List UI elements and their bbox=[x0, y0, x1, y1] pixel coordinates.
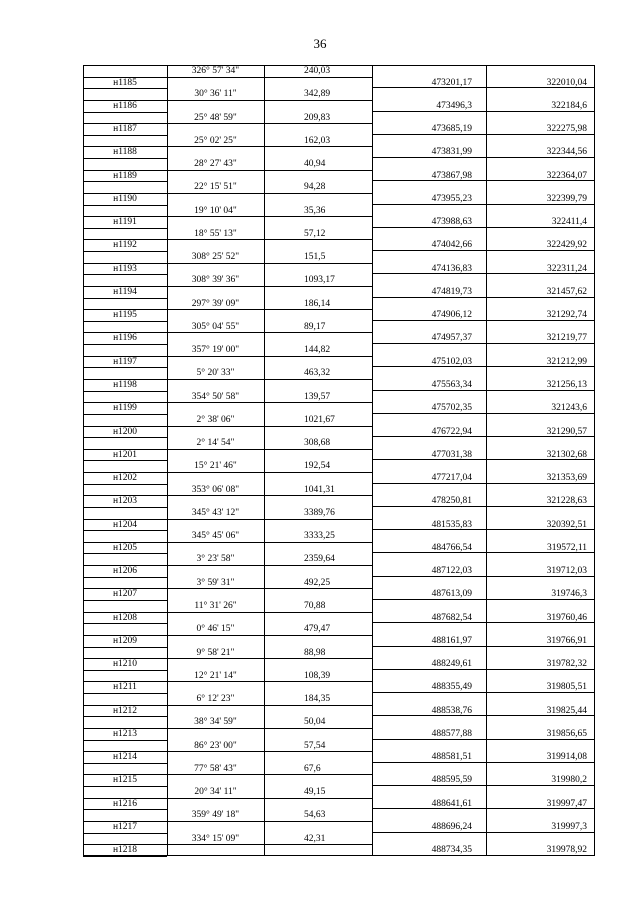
point-name: н1211 bbox=[113, 682, 137, 692]
table-hline bbox=[167, 402, 264, 403]
coordinate-x: 487682,54 bbox=[431, 613, 472, 623]
coordinate-x: 488161,97 bbox=[431, 636, 472, 646]
coordinate-x: 477031,38 bbox=[431, 450, 472, 460]
coordinate-y: 319856,65 bbox=[546, 729, 587, 739]
table-hline bbox=[264, 77, 372, 78]
point-name: н1192 bbox=[113, 240, 137, 250]
table-hline bbox=[167, 658, 264, 659]
table-hline bbox=[167, 798, 264, 799]
segment-angle: 305° 04' 55" bbox=[191, 322, 240, 332]
point-name: н1218 bbox=[112, 845, 138, 855]
table-hline bbox=[264, 379, 372, 380]
table-hline bbox=[264, 519, 372, 520]
table-hline bbox=[83, 344, 167, 345]
coordinate-y: 322010,04 bbox=[546, 78, 587, 88]
segment-angle: 25° 02' 25" bbox=[194, 136, 237, 146]
coordinate-y: 321212,99 bbox=[546, 357, 587, 367]
segment-distance: 3333,25 bbox=[304, 531, 335, 541]
segment-distance: 108,39 bbox=[304, 671, 331, 681]
segment-distance: 89,17 bbox=[304, 322, 326, 332]
table-hline bbox=[167, 681, 264, 682]
table-hline bbox=[264, 332, 372, 333]
segment-distance: 184,35 bbox=[304, 694, 331, 704]
coordinate-x: 488577,88 bbox=[431, 729, 472, 739]
point-name: н1202 bbox=[112, 473, 138, 483]
segment-angle: 354° 50' 58" bbox=[191, 392, 240, 402]
table-hline bbox=[264, 588, 372, 589]
table-hline bbox=[167, 705, 264, 706]
segment-distance: 1093,17 bbox=[304, 275, 335, 285]
segment-distance: 342,89 bbox=[304, 89, 331, 99]
table-hline bbox=[83, 414, 167, 415]
segment-distance: 186,14 bbox=[304, 299, 331, 309]
segment-distance: 2359,64 bbox=[304, 554, 335, 564]
coordinate-x: 474042,66 bbox=[431, 240, 472, 250]
table-hline bbox=[83, 763, 167, 764]
coordinate-y: 319978,92 bbox=[546, 845, 587, 855]
table-hline bbox=[167, 239, 264, 240]
table-hline bbox=[167, 263, 264, 264]
table-hline bbox=[167, 519, 264, 520]
segment-angle: 3° 59' 31" bbox=[196, 578, 235, 588]
coordinate-x: 477217,04 bbox=[431, 473, 472, 483]
table-hline bbox=[264, 774, 372, 775]
point-name: н1188 bbox=[113, 147, 137, 157]
coordinate-x: 473867,98 bbox=[431, 171, 472, 181]
table-hline bbox=[264, 356, 372, 357]
table-hline bbox=[264, 565, 372, 566]
coordinate-y: 319980,2 bbox=[551, 775, 587, 785]
table-hline bbox=[83, 112, 167, 113]
segment-angle: 38° 34' 59" bbox=[194, 717, 237, 727]
segment-angle: 2° 14' 54" bbox=[196, 438, 235, 448]
segment-distance: 139,57 bbox=[304, 392, 331, 402]
point-name: н1201 bbox=[112, 450, 138, 460]
coordinate-y: 319805,51 bbox=[546, 682, 587, 692]
coordinate-x: 474906,12 bbox=[431, 310, 472, 320]
segment-angle: 5° 20' 33" bbox=[196, 368, 235, 378]
table-hline bbox=[167, 170, 264, 171]
point-name: н1194 bbox=[113, 287, 137, 297]
coordinate-y: 321457,62 bbox=[546, 287, 587, 297]
coordinate-y: 319914,08 bbox=[546, 752, 587, 762]
segment-angle: 18° 55' 13" bbox=[194, 229, 237, 239]
coordinate-x: 481535,83 bbox=[431, 520, 472, 530]
coordinate-y: 321353,69 bbox=[546, 473, 587, 483]
segment-distance: 57,12 bbox=[304, 229, 326, 239]
table-hline bbox=[264, 123, 372, 124]
segment-distance: 463,32 bbox=[304, 368, 331, 378]
coordinate-x: 488595,59 bbox=[431, 775, 472, 785]
table-hline bbox=[167, 472, 264, 473]
point-name: н1203 bbox=[112, 496, 138, 506]
point-name: н1209 bbox=[112, 636, 138, 646]
segment-angle: 22° 15' 51" bbox=[194, 182, 237, 192]
point-name: н1205 bbox=[112, 543, 138, 553]
coordinate-y: 319997,3 bbox=[551, 822, 587, 832]
segment-angle: 77° 58' 43" bbox=[194, 764, 237, 774]
table-hline bbox=[83, 228, 167, 229]
table-hline bbox=[264, 146, 372, 147]
table-hline bbox=[167, 123, 264, 124]
point-name: н1190 bbox=[113, 194, 137, 204]
table-hline bbox=[167, 426, 264, 427]
table-hline bbox=[167, 588, 264, 589]
point-name: н1186 bbox=[113, 101, 137, 111]
table-hline bbox=[264, 751, 372, 752]
table-hline bbox=[83, 135, 167, 136]
segment-distance: 88,98 bbox=[304, 648, 326, 658]
table-hline bbox=[167, 728, 264, 729]
table-hline bbox=[83, 158, 167, 159]
table-hline bbox=[264, 705, 372, 706]
table-hline bbox=[83, 600, 167, 601]
table-hline bbox=[372, 65, 595, 66]
coordinate-x: 488641,61 bbox=[431, 799, 472, 809]
point-name: н1189 bbox=[113, 171, 137, 181]
coordinate-x: 475563,34 bbox=[431, 380, 472, 390]
coordinate-y: 319760,46 bbox=[546, 613, 587, 623]
coordinate-x: 487122,03 bbox=[431, 566, 472, 576]
table-hline bbox=[264, 170, 372, 171]
segment-angle: 11° 31' 26" bbox=[194, 601, 237, 611]
point-name: н1210 bbox=[112, 659, 138, 669]
point-name: н1191 bbox=[113, 217, 137, 227]
table-hline bbox=[167, 216, 264, 217]
segment-distance: 3389,76 bbox=[304, 508, 335, 518]
table-hline bbox=[167, 379, 264, 380]
table-hline bbox=[264, 402, 372, 403]
point-name: н1212 bbox=[112, 706, 138, 716]
segment-distance: 144,82 bbox=[304, 345, 331, 355]
point-name: н1204 bbox=[112, 520, 138, 530]
table-hline bbox=[83, 855, 595, 856]
table-hline bbox=[83, 833, 167, 834]
coordinate-y: 322364,07 bbox=[546, 171, 587, 181]
segment-distance: 42,31 bbox=[304, 834, 326, 844]
coordinate-x: 488696,24 bbox=[431, 822, 472, 832]
table-hline bbox=[83, 577, 167, 578]
segment-distance: 308,68 bbox=[304, 438, 331, 448]
table-hline bbox=[167, 821, 264, 822]
table-hline bbox=[83, 251, 167, 252]
coordinate-x: 474957,37 bbox=[431, 333, 472, 343]
table-hline bbox=[167, 356, 264, 357]
table-hline bbox=[264, 542, 372, 543]
coordinate-y: 321290,57 bbox=[546, 427, 587, 437]
segment-angle: 86° 23' 00" bbox=[194, 741, 237, 751]
table-hline bbox=[167, 77, 264, 78]
point-name: н1200 bbox=[112, 427, 138, 437]
coordinate-y: 319766,91 bbox=[546, 636, 587, 646]
table-hline bbox=[83, 391, 167, 392]
segment-distance: 151,5 bbox=[304, 252, 326, 262]
segment-distance: 479,47 bbox=[304, 624, 331, 634]
table-hline bbox=[83, 647, 167, 648]
segment-angle: 308° 25' 52" bbox=[191, 252, 240, 262]
point-name: н1197 bbox=[113, 357, 137, 367]
coordinate-y: 321256,13 bbox=[546, 380, 587, 390]
coordinate-x: 475702,35 bbox=[431, 403, 472, 413]
coordinate-y: 322429,92 bbox=[546, 240, 587, 250]
table-hline bbox=[264, 426, 372, 427]
table-hline bbox=[83, 298, 167, 299]
point-name: н1187 bbox=[113, 124, 137, 134]
coordinate-x: 487613,09 bbox=[431, 589, 472, 599]
segment-angle: 9° 58' 21" bbox=[196, 648, 235, 658]
coordinate-y: 321243,6 bbox=[551, 403, 587, 413]
coordinate-y: 319572,11 bbox=[546, 543, 587, 553]
table-hline bbox=[264, 216, 372, 217]
coordinate-x: 474819,73 bbox=[431, 287, 472, 297]
segment-angle: 345° 43' 12" bbox=[191, 508, 240, 518]
table-hline bbox=[83, 670, 167, 671]
coordinate-x: 488734,35 bbox=[431, 845, 472, 855]
coordinate-y: 322344,56 bbox=[546, 147, 587, 157]
coordinate-x: 473685,19 bbox=[431, 124, 472, 134]
coordinate-x: 488581,51 bbox=[431, 752, 472, 762]
segment-distance: 240,03 bbox=[304, 66, 331, 76]
point-name: н1207 bbox=[112, 589, 138, 599]
table-hline bbox=[264, 449, 372, 450]
segment-distance: 1021,67 bbox=[304, 415, 335, 425]
segment-distance: 49,15 bbox=[304, 787, 326, 797]
table-hline bbox=[167, 751, 264, 752]
coordinate-y: 321302,68 bbox=[546, 450, 587, 460]
coordinate-y: 322411,4 bbox=[551, 217, 587, 227]
segment-distance: 67,6 bbox=[304, 764, 321, 774]
point-name: н1208 bbox=[112, 613, 138, 623]
table-hline bbox=[264, 100, 372, 101]
table-hline bbox=[264, 798, 372, 799]
segment-distance: 50,04 bbox=[304, 717, 326, 727]
coordinate-x: 473831,99 bbox=[431, 147, 472, 157]
table-hline bbox=[83, 205, 167, 206]
table-hline bbox=[264, 286, 372, 287]
coordinate-y: 319746,3 bbox=[551, 589, 587, 599]
coordinate-x: 473955,23 bbox=[431, 194, 472, 204]
table-hline bbox=[264, 309, 372, 310]
segment-angle: 0° 46' 15" bbox=[196, 624, 235, 634]
coordinate-x: 473988,63 bbox=[431, 217, 472, 227]
table-hline bbox=[83, 507, 167, 508]
table-hline bbox=[167, 844, 264, 845]
coordinate-y: 322184,6 bbox=[551, 101, 587, 111]
coordinate-y: 321219,77 bbox=[546, 333, 587, 343]
segment-distance: 70,88 bbox=[304, 601, 326, 611]
point-name: н1215 bbox=[112, 775, 138, 785]
coordinate-y: 319997,47 bbox=[546, 799, 587, 809]
table-hline bbox=[83, 786, 167, 787]
segment-angle: 357° 19' 00" bbox=[191, 345, 240, 355]
coordinate-x: 474136,83 bbox=[431, 264, 472, 274]
point-name: н1198 bbox=[113, 380, 137, 390]
point-name: н1199 bbox=[113, 403, 137, 413]
coordinate-x: 473201,17 bbox=[431, 78, 472, 88]
table-hline bbox=[167, 612, 264, 613]
table-hline bbox=[264, 844, 372, 845]
coordinate-y: 322399,79 bbox=[546, 194, 587, 204]
coordinate-y: 322275,98 bbox=[546, 124, 587, 134]
table-hline bbox=[83, 740, 167, 741]
table-hline bbox=[264, 658, 372, 659]
table-hline bbox=[167, 635, 264, 636]
segment-angle: 12° 21' 14" bbox=[194, 671, 237, 681]
point-name: н1195 bbox=[113, 310, 137, 320]
segment-angle: 2° 38' 06" bbox=[196, 415, 235, 425]
coordinate-x: 488355,49 bbox=[431, 682, 472, 692]
segment-distance: 40,94 bbox=[304, 159, 326, 169]
segment-distance: 192,54 bbox=[304, 461, 331, 471]
table-hline bbox=[167, 193, 264, 194]
table-hline bbox=[167, 449, 264, 450]
segment-angle: 19° 10' 04" bbox=[194, 206, 237, 216]
table-hline bbox=[167, 146, 264, 147]
coordinate-x: 476722,94 bbox=[431, 427, 472, 437]
coordinates-table bbox=[83, 65, 595, 856]
table-hline bbox=[167, 565, 264, 566]
segment-angle: 297° 39' 09" bbox=[191, 299, 240, 309]
coordinate-y: 319782,32 bbox=[546, 659, 587, 669]
table-hline bbox=[264, 821, 372, 822]
segment-distance: 209,83 bbox=[304, 113, 331, 123]
coordinate-x: 478250,81 bbox=[431, 496, 472, 506]
table-hline bbox=[264, 239, 372, 240]
page-number: 36 bbox=[313, 36, 327, 51]
segment-distance: 492,25 bbox=[304, 578, 331, 588]
table-hline bbox=[83, 484, 167, 485]
segment-angle: 326° 57' 34" bbox=[191, 66, 240, 76]
segment-angle: 25° 48' 59" bbox=[194, 113, 237, 123]
table-hline bbox=[264, 728, 372, 729]
segment-angle: 30° 36' 11" bbox=[194, 89, 237, 99]
segment-angle: 345° 45' 06" bbox=[191, 531, 240, 541]
point-name: н1216 bbox=[112, 799, 138, 809]
table-hline bbox=[167, 332, 264, 333]
segment-angle: 3° 23' 58" bbox=[196, 554, 235, 564]
segment-distance: 94,28 bbox=[304, 182, 326, 192]
segment-angle: 28° 27' 43" bbox=[194, 159, 237, 169]
table-hline bbox=[167, 286, 264, 287]
segment-angle: 308° 39' 36" bbox=[191, 275, 240, 285]
table-hline bbox=[83, 321, 167, 322]
table-hline bbox=[167, 100, 264, 101]
coordinate-y: 319712,03 bbox=[546, 566, 587, 576]
table-hline bbox=[264, 495, 372, 496]
table-hline bbox=[167, 495, 264, 496]
table-hline bbox=[83, 856, 167, 857]
coordinate-y: 319825,44 bbox=[546, 706, 587, 716]
coordinate-x: 475102,03 bbox=[431, 357, 472, 367]
coordinate-x: 484766,54 bbox=[431, 543, 472, 553]
segment-distance: 1041,31 bbox=[304, 485, 335, 495]
coordinate-y: 321292,74 bbox=[546, 310, 587, 320]
coordinate-x: 488249,61 bbox=[431, 659, 472, 669]
point-name: н1196 bbox=[113, 333, 137, 343]
table-hline bbox=[264, 635, 372, 636]
table-hline bbox=[264, 612, 372, 613]
point-name: н1193 bbox=[113, 264, 137, 274]
segment-distance: 162,03 bbox=[304, 136, 331, 146]
segment-angle: 334° 15' 09" bbox=[191, 834, 240, 844]
point-name: н1206 bbox=[112, 566, 138, 576]
point-name: н1214 bbox=[112, 752, 138, 762]
segment-distance: 54,63 bbox=[304, 810, 326, 820]
segment-distance: 35,36 bbox=[304, 206, 326, 216]
table-hline bbox=[167, 542, 264, 543]
point-name: н1185 bbox=[113, 78, 137, 88]
coordinate-x: 473496,3 bbox=[436, 101, 472, 111]
segment-angle: 20° 34' 11" bbox=[194, 787, 237, 797]
coordinate-y: 321228,63 bbox=[546, 496, 587, 506]
segment-angle: 15° 21' 46" bbox=[194, 461, 237, 471]
segment-angle: 353° 06' 08" bbox=[191, 485, 240, 495]
point-name: н1213 bbox=[112, 729, 138, 739]
table-hline bbox=[264, 193, 372, 194]
point-name: н1217 bbox=[112, 822, 138, 832]
coordinate-y: 320392,51 bbox=[546, 520, 587, 530]
table-hline bbox=[264, 681, 372, 682]
table-hline bbox=[167, 309, 264, 310]
table-hline bbox=[83, 693, 167, 694]
table-hline bbox=[264, 263, 372, 264]
table-hline bbox=[167, 774, 264, 775]
coordinate-y: 322311,24 bbox=[546, 264, 587, 274]
coordinate-x: 488538,76 bbox=[431, 706, 472, 716]
table-hline bbox=[264, 472, 372, 473]
segment-distance: 57,54 bbox=[304, 741, 326, 751]
segment-angle: 359° 49' 18" bbox=[191, 810, 240, 820]
segment-angle: 6° 12' 23" bbox=[196, 694, 235, 704]
